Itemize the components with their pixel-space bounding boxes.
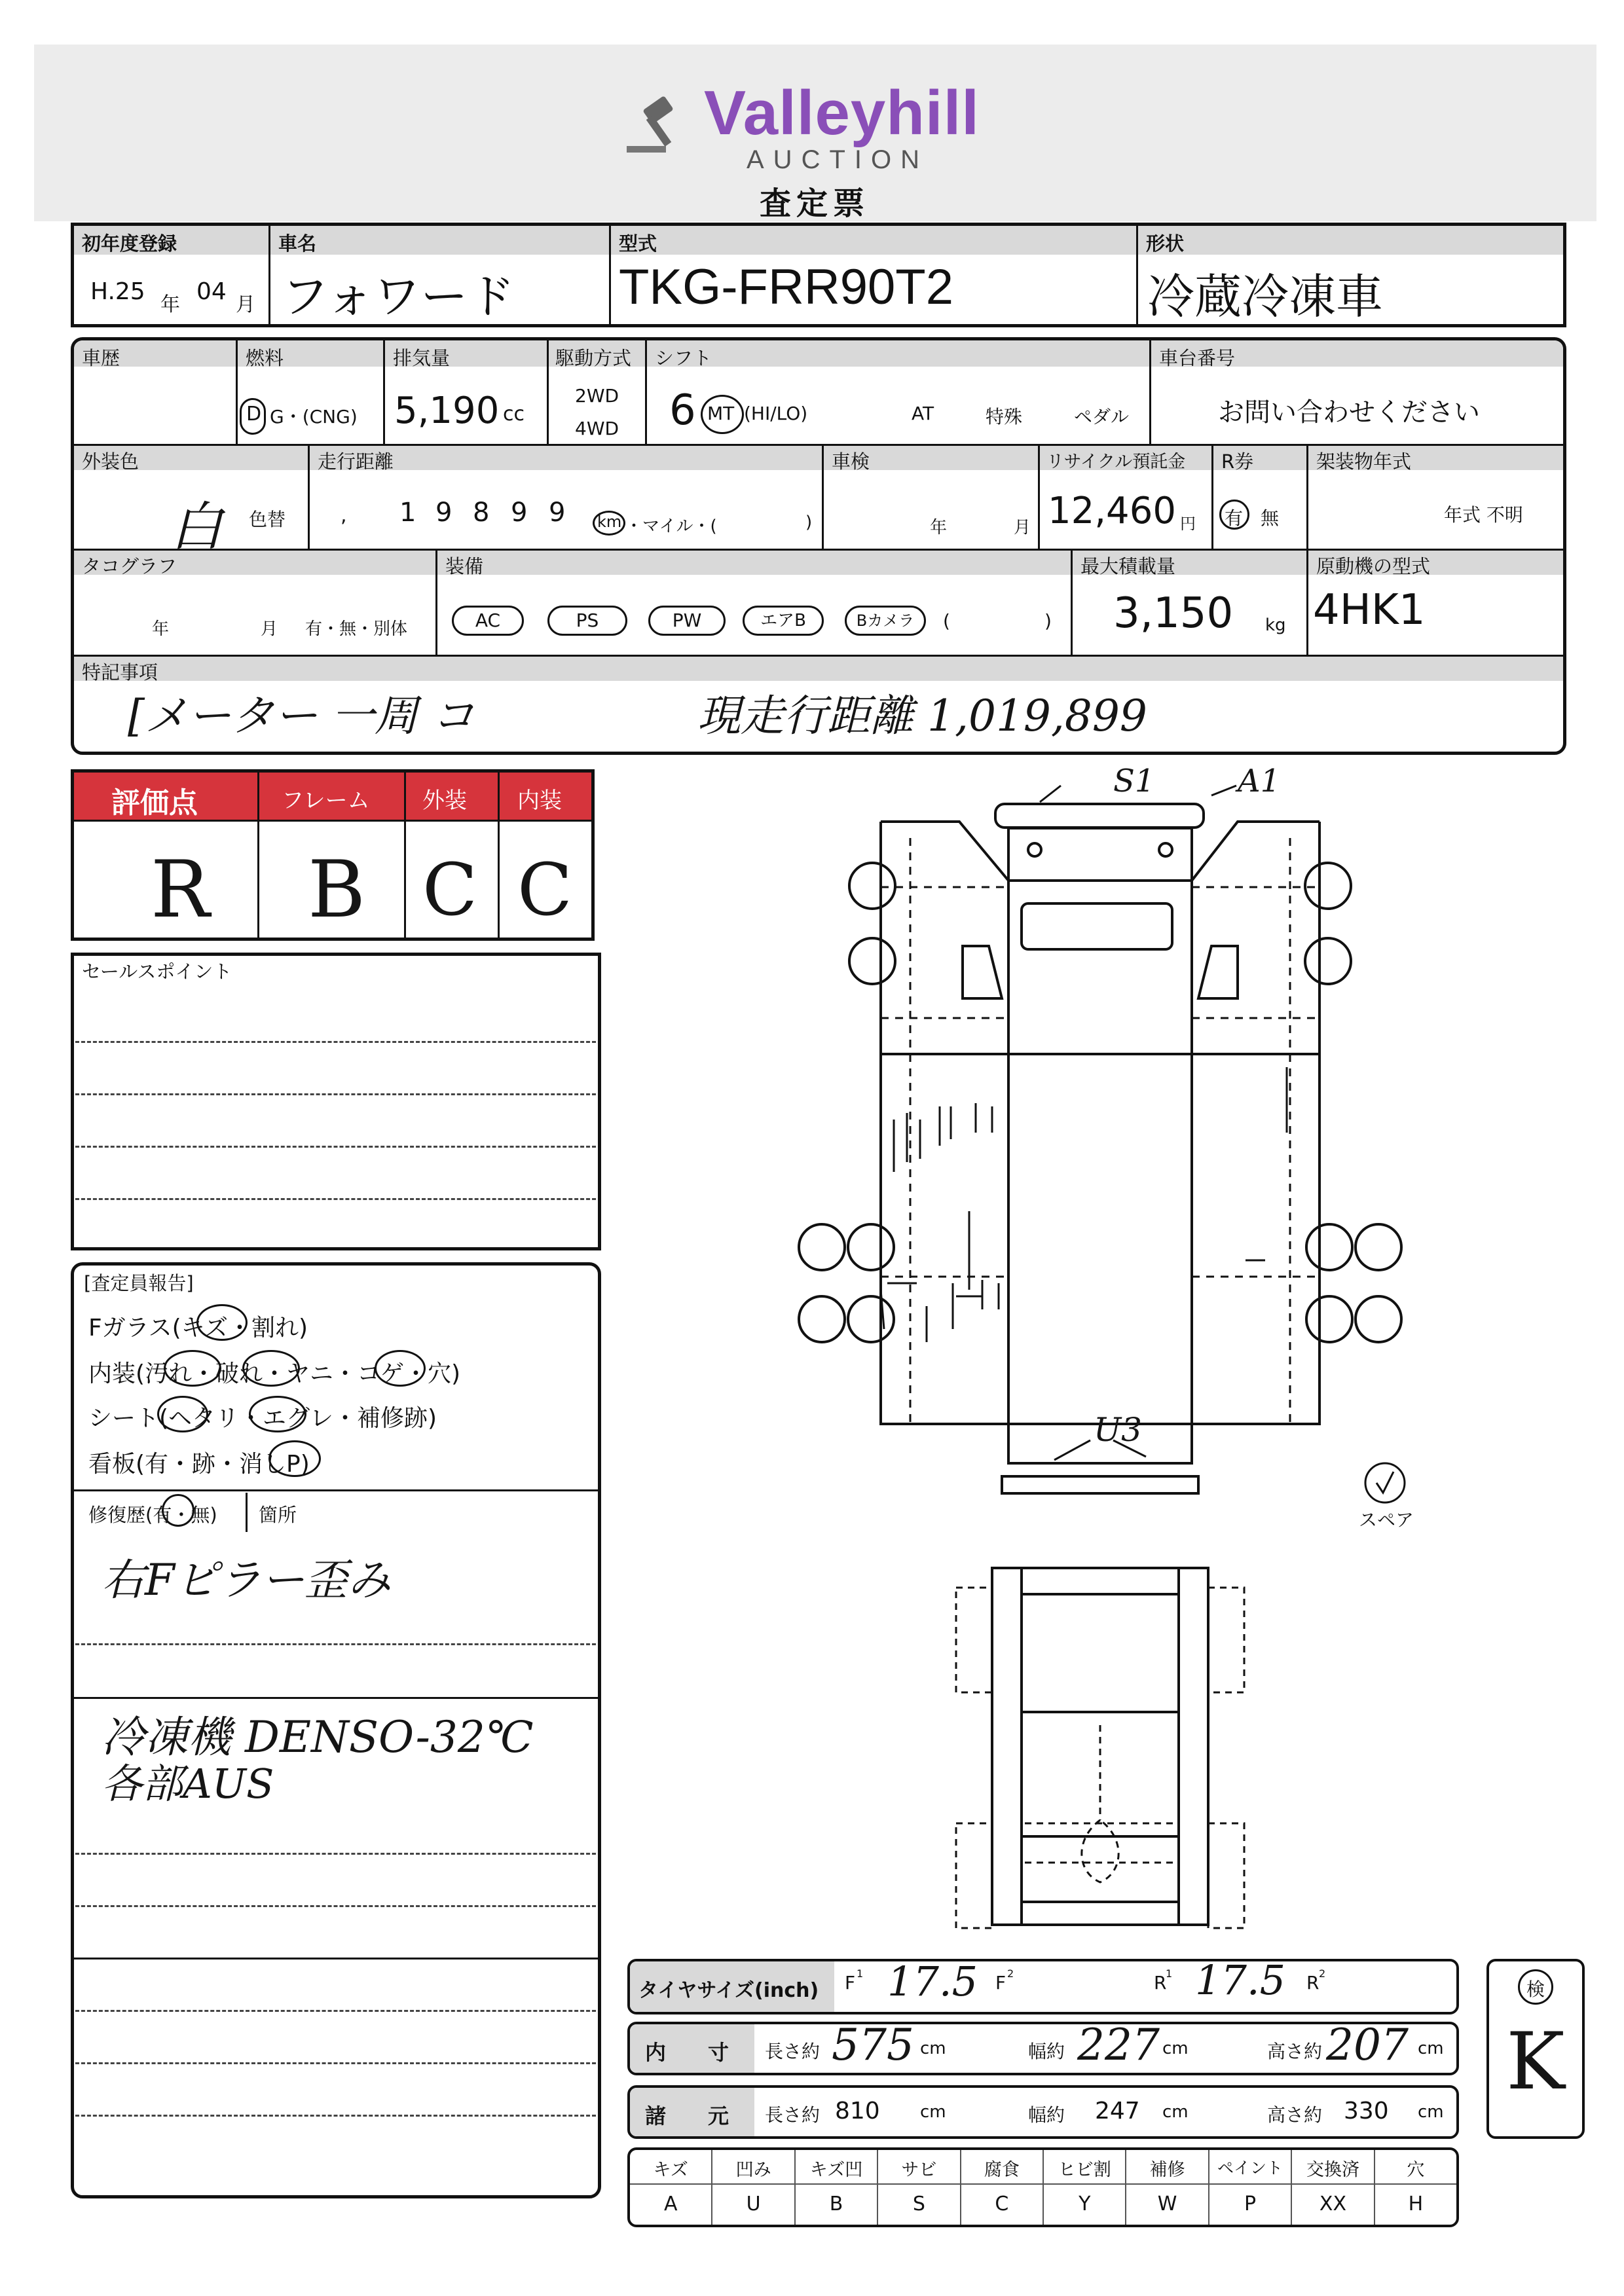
engine-value: 4HK1	[1313, 586, 1426, 634]
color-label: 外装色	[82, 450, 139, 473]
recycle-value: 12,460	[1048, 490, 1176, 532]
tire-r2: R	[1306, 1972, 1320, 1994]
equip-label: 装備	[445, 555, 484, 577]
color-value: 白	[170, 496, 223, 557]
fuel-d: D	[246, 403, 262, 426]
tacho-opts: 有・無・別体	[305, 619, 408, 639]
mileage-comma: ,	[341, 504, 347, 527]
inner-hei: 207	[1326, 2020, 1409, 2070]
legend-name: 腐食	[984, 2160, 1020, 2180]
grade-exterior: C	[422, 848, 478, 932]
vehicle-model: TKG-FRR90T2	[619, 259, 953, 315]
inner-wid: 227	[1077, 2020, 1160, 2070]
brand-sub: AUCTION	[747, 145, 929, 174]
r-yes: 有	[1225, 507, 1244, 529]
legend-code: P	[1244, 2193, 1257, 2215]
reg-era: H.25	[90, 278, 145, 305]
recycle-unit: 円	[1180, 515, 1196, 533]
outer-len: 810	[835, 2098, 880, 2124]
tire-r1-value: 17.5	[1195, 1956, 1286, 2004]
inner-hei-unit: cm	[1418, 2039, 1444, 2058]
damage-mark-a1: A1	[1238, 763, 1281, 799]
legend-name: 穴	[1407, 2160, 1425, 2180]
sales-point-label: セールスポイント	[82, 960, 232, 983]
inspection-year: 年	[930, 518, 948, 538]
equip-pw: PW	[648, 606, 726, 636]
mileage-d5: 9	[549, 498, 566, 528]
mileage-unit-rest: ・マイル・(	[625, 517, 717, 536]
inspector-line-interior: 内装(汚れ・破れ・ヤニ・コゲ・穴)	[88, 1360, 461, 1387]
inspection-mark-value: K	[1506, 2016, 1565, 2107]
legend-name: サビ	[901, 2160, 937, 2180]
inner-len-unit: cm	[920, 2039, 946, 2058]
r-label: R券	[1221, 450, 1254, 473]
outer-hei-label: 高さ約	[1267, 2104, 1323, 2126]
shift-at: AT	[912, 403, 934, 424]
equip-close: )	[1044, 610, 1052, 632]
displacement-label: 排気量	[393, 347, 451, 369]
brand-name: Valleyhill	[704, 78, 980, 148]
inspection-mark-label: 検	[1526, 1978, 1545, 2000]
circle-mark	[375, 1350, 426, 1387]
legend-name: ヒビ割	[1058, 2160, 1111, 2180]
outer-wid: 247	[1095, 2098, 1140, 2124]
shift-mt: MT	[707, 403, 735, 424]
circle-mark	[242, 1350, 300, 1387]
notes-value-2: 現走行距離 1,019,899	[697, 691, 1147, 741]
load-value: 3,150	[1113, 589, 1234, 638]
legend-name: 凹み	[735, 2160, 771, 2180]
reg-label: 初年度登録	[82, 232, 177, 255]
legend-name: キズ	[653, 2160, 688, 2180]
tire-f1-value: 17.5	[887, 1958, 978, 2005]
outer-len-label: 長さ約	[765, 2104, 821, 2126]
grade-header-frame: フレーム	[282, 788, 370, 814]
name-label: 車名	[278, 232, 317, 255]
grade-header-exterior: 外装	[422, 788, 467, 814]
outer-label: 諸 元	[645, 2104, 729, 2128]
legend-name: 補修	[1149, 2160, 1185, 2180]
equip-ps: PS	[547, 606, 627, 636]
page-title: 査定票	[760, 185, 870, 222]
engine-label: 原動機の型式	[1316, 555, 1431, 577]
fuel-label: 燃料	[246, 347, 284, 369]
load-unit: kg	[1265, 615, 1286, 635]
inner-label: 内 寸	[645, 2040, 729, 2065]
tacho-year: 年	[152, 619, 170, 639]
vehicle-shape: 冷蔵冷凍車	[1147, 269, 1384, 324]
legend-name: 交換済	[1306, 2160, 1359, 2180]
outer-len-unit: cm	[920, 2102, 946, 2122]
inspector-line-seat: シート(ヘタリ・エグレ・補修跡)	[88, 1405, 437, 1432]
tire-f1: F	[845, 1972, 856, 1994]
legend-name: ペイント	[1217, 2159, 1283, 2178]
tire-r1-sup: 1	[1166, 1967, 1173, 1980]
legend-code: W	[1157, 2193, 1177, 2215]
damage-mark-u3: U3	[1094, 1411, 1142, 1449]
outer-hei: 330	[1344, 2098, 1389, 2124]
body-year-value: 年式 不明	[1444, 504, 1523, 526]
mileage-km: km	[597, 513, 622, 531]
model-label: 型式	[619, 232, 657, 255]
damage-mark-s1: S1	[1113, 763, 1155, 799]
vehicle-name: フォワード	[282, 269, 515, 324]
shift-pedal: ペダル	[1074, 406, 1130, 428]
notes-redaction	[550, 693, 681, 732]
memo-line-1: 冷凍機 DENSO-32℃	[101, 1712, 534, 1762]
color-change: 色替	[249, 509, 286, 530]
circle-mark	[162, 1494, 194, 1527]
legend-code: S	[912, 2193, 925, 2215]
shift-num: 6	[669, 386, 696, 435]
legend-code: U	[746, 2193, 761, 2215]
tire-f2: F	[995, 1972, 1006, 1994]
equip-open: (	[943, 610, 950, 632]
shift-hilo: (HI/LO)	[744, 403, 808, 424]
repair-value: 右Fピラー歪み	[101, 1555, 391, 1605]
circle-mark	[157, 1396, 208, 1432]
inspection-label: 車検	[832, 450, 870, 473]
mileage-label: 走行距離	[318, 450, 394, 473]
equip-camera: Bカメラ	[845, 606, 926, 636]
reg-month-unit: 月	[236, 293, 255, 316]
legend-code: H	[1408, 2193, 1424, 2215]
chassis-value: お問い合わせください	[1218, 397, 1480, 428]
displacement-value: 5,190	[394, 390, 500, 432]
shift-special: 特殊	[986, 406, 1023, 428]
mileage-close: )	[805, 513, 813, 532]
repair-label: 修復歴(有・無)	[88, 1504, 217, 1526]
mileage-d2: 9	[435, 498, 452, 528]
legend-name: キズ凹	[809, 2160, 863, 2180]
legend-code: B	[829, 2193, 843, 2215]
inspector-title: [査定員報告]	[84, 1272, 194, 1294]
inner-len: 575	[832, 2020, 914, 2070]
shift-label: シフト	[655, 347, 712, 369]
shape-label: 形状	[1146, 232, 1185, 255]
vehicle-diagram	[779, 766, 1434, 1971]
equip-ac: AC	[452, 606, 524, 636]
inner-hei-label: 高さ約	[1267, 2041, 1323, 2062]
tire-label: タイヤサイズ(inch)	[638, 1979, 819, 2002]
sales-point-box	[71, 953, 601, 1250]
logo-gavel-icon	[625, 88, 697, 160]
inspection-month: 月	[1014, 518, 1031, 538]
outer-wid-label: 幅約	[1028, 2104, 1065, 2126]
legend-code: A	[663, 2193, 678, 2215]
circle-mark	[196, 1304, 248, 1341]
mileage-d4: 9	[511, 498, 528, 528]
grade-header-score: 評価点	[111, 786, 198, 820]
body-year-label: 架装物年式	[1316, 450, 1412, 473]
drive-label: 駆動方式	[555, 347, 632, 369]
tire-r2-sup: 2	[1319, 1967, 1326, 1980]
mileage-d3: 8	[473, 498, 490, 528]
notes-value: [メーター 一周 コ	[128, 691, 475, 741]
reg-month: 04	[196, 278, 227, 305]
drive-4wd: 4WD	[575, 418, 619, 439]
chassis-label: 車台番号	[1159, 347, 1236, 369]
legend-code: C	[995, 2193, 1009, 2215]
tire-r1: R	[1154, 1972, 1167, 1994]
mileage-d1: 1	[399, 498, 416, 528]
circle-mark	[249, 1396, 306, 1432]
tire-f1-sup: 1	[857, 1967, 864, 1980]
recycle-label: リサイクル預託金	[1046, 452, 1186, 472]
inner-wid-label: 幅約	[1028, 2041, 1065, 2062]
grade-header-interior: 内装	[517, 788, 562, 814]
equip-airbag: エアB	[743, 606, 824, 636]
reg-year-unit: 年	[160, 293, 180, 316]
spare-label: スペア	[1359, 1509, 1414, 1531]
memo-line-2: 各部AUS	[101, 1760, 274, 1808]
drive-2wd: 2WD	[575, 385, 619, 407]
fuel-rest: G・(CNG)	[270, 406, 358, 428]
notes-label: 特記事項	[82, 661, 158, 683]
load-label: 最大積載量	[1080, 555, 1176, 577]
r-no: 無	[1261, 507, 1280, 529]
grade-interior: C	[517, 848, 573, 932]
tire-f2-sup: 2	[1007, 1967, 1014, 1980]
repair-place: 箇所	[259, 1504, 297, 1526]
circle-mark	[268, 1440, 321, 1477]
grade-score: R	[151, 845, 210, 936]
circle-mark	[164, 1350, 221, 1387]
inner-len-label: 長さ約	[765, 2041, 821, 2062]
legend-code: Y	[1079, 2193, 1091, 2215]
legend-grid	[630, 2150, 1456, 2225]
inspector-line-glass: Fガラス(キズ・割れ)	[88, 1315, 308, 1341]
tacho-month: 月	[261, 619, 278, 639]
displacement-unit: cc	[503, 403, 525, 426]
history-label: 車歴	[82, 347, 120, 369]
inner-wid-unit: cm	[1162, 2039, 1189, 2058]
legend-code: XX	[1319, 2193, 1346, 2215]
outer-hei-unit: cm	[1418, 2102, 1444, 2122]
tacho-label: タコグラフ	[82, 555, 177, 577]
grade-frame: B	[308, 845, 366, 936]
outer-wid-unit: cm	[1162, 2102, 1189, 2122]
inspector-line-sign: 看板(有・跡・消しP)	[88, 1451, 310, 1478]
